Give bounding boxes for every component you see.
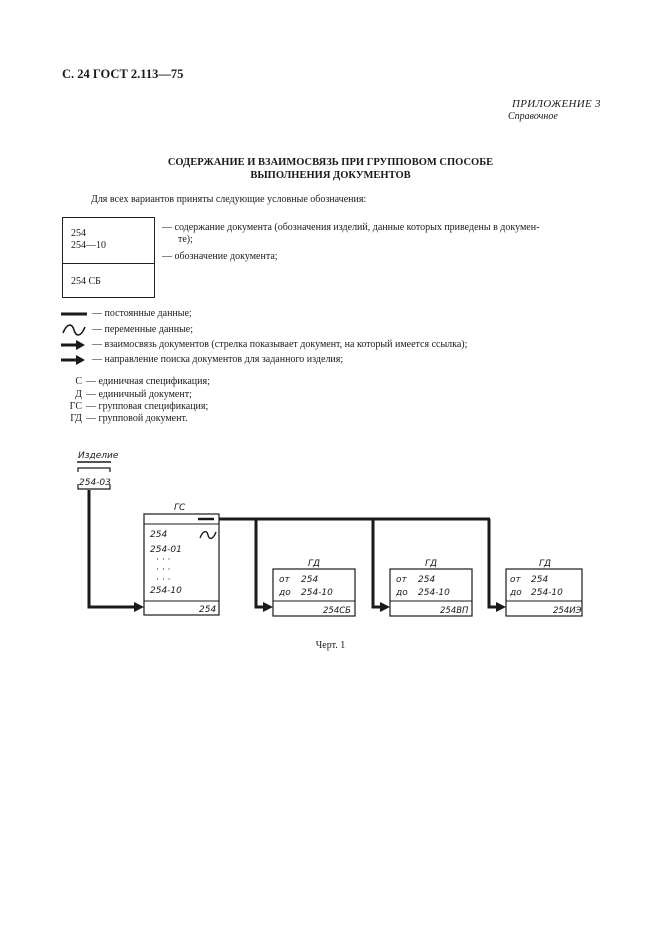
product-code: 254-03 [79, 478, 111, 488]
abbr-code: С [75, 376, 82, 387]
tilde-icon [63, 325, 85, 335]
gd-designation: 254ВП [440, 606, 469, 616]
example-document-box [62, 217, 155, 298]
gd-type-label: ГД [539, 559, 552, 569]
gd-to-label: до [510, 588, 522, 598]
appendix-subtitle: Справочное [508, 111, 558, 122]
gs-dots: · · · [156, 575, 171, 585]
gd-designation: 254СБ [323, 606, 351, 616]
example-designation: 254 СБ [71, 276, 101, 287]
gd-type-label: ГД [308, 559, 321, 569]
abbr-code: ГД [70, 413, 82, 424]
gs-dots: · · · [156, 565, 171, 575]
gd-from-value: 254 [301, 575, 319, 585]
gd-from-label: от [510, 575, 521, 585]
legend-designation: — обозначение документа; [162, 251, 278, 262]
gs-line-2: 254-01 [150, 545, 182, 555]
gd-from-value: 254 [531, 575, 549, 585]
gs-variable-mark [200, 532, 216, 539]
diagram [0, 440, 661, 630]
link-branch-2 [373, 519, 380, 607]
legend-variable: — переменные данные; [92, 324, 194, 335]
gd-type-label: ГД [425, 559, 438, 569]
gd-to-label: до [279, 588, 291, 598]
gs-line-1: 254 [150, 530, 168, 540]
abbr-text: — групповой документ. [86, 413, 188, 424]
link-arrow-2 [380, 602, 390, 612]
abbr-text: — единичная спецификация; [86, 376, 210, 387]
gd-to-label: до [396, 588, 408, 598]
page-header: С. 24 ГОСТ 2.113—75 [62, 67, 184, 81]
figure-caption: Черт. 1 [315, 640, 346, 651]
gd-to-value: 254-10 [531, 588, 563, 598]
legend-constant: — постоянные данные; [92, 308, 192, 319]
product-label: Изделие [78, 451, 119, 461]
link-arrow-3 [496, 602, 506, 612]
legend-content-line-2: те); [178, 234, 193, 245]
gs-line-3: 254-10 [150, 586, 182, 596]
abbr-text: — единичный документ; [86, 389, 192, 400]
gd-to-value: 254-10 [301, 588, 333, 598]
gs-type-label: ГС [174, 503, 186, 513]
product-bracket-top [78, 468, 110, 472]
search-arrow-icon [61, 355, 85, 365]
gd-from-label: от [279, 575, 290, 585]
heading-line-2: ВЫПОЛНЕНИЯ ДОКУМЕНТОВ [250, 170, 411, 181]
search-path [89, 490, 134, 607]
line-legend-symbols [60, 308, 90, 372]
heading-line-1: СОДЕРЖАНИЕ И ВЗАИМОСВЯЗЬ ПРИ ГРУППОВОМ СПОСОБЕ [167, 157, 494, 168]
legend-link: — взаимосвязь документов (стрелка показывает документ, на который имеется ссылка); [92, 339, 468, 350]
example-line-2: 254—10 [71, 240, 106, 251]
abbr-text: — групповая спецификация; [86, 401, 209, 412]
abbr-code: ГС [69, 401, 82, 412]
example-line-1: 254 [71, 228, 86, 239]
gs-designation: 254 [199, 605, 217, 615]
gs-dots: · · · [156, 555, 171, 565]
abbr-code: Д [75, 389, 82, 400]
intro-text: Для всех вариантов приняты следующие условные обозначения: [91, 194, 367, 205]
gd-from-value: 254 [418, 575, 436, 585]
link-arrow-1 [263, 602, 273, 612]
search-arrow-head [134, 602, 144, 612]
gd-to-value: 254-10 [418, 588, 450, 598]
legend-content-line-1: — содержание документа (обозначения изделий, данные которых приведены в докумен- [162, 222, 540, 233]
link-arrow-icon [61, 340, 85, 350]
appendix-title: ПРИЛОЖЕНИЕ 3 [512, 98, 601, 110]
link-branch-1 [256, 519, 263, 607]
legend-search: — направление поиска документов для заданного изделия; [92, 354, 344, 365]
link-branch-3 [489, 519, 496, 607]
example-divider [63, 263, 154, 264]
gd-from-label: от [396, 575, 407, 585]
gd-designation: 254ИЭ [553, 606, 582, 616]
